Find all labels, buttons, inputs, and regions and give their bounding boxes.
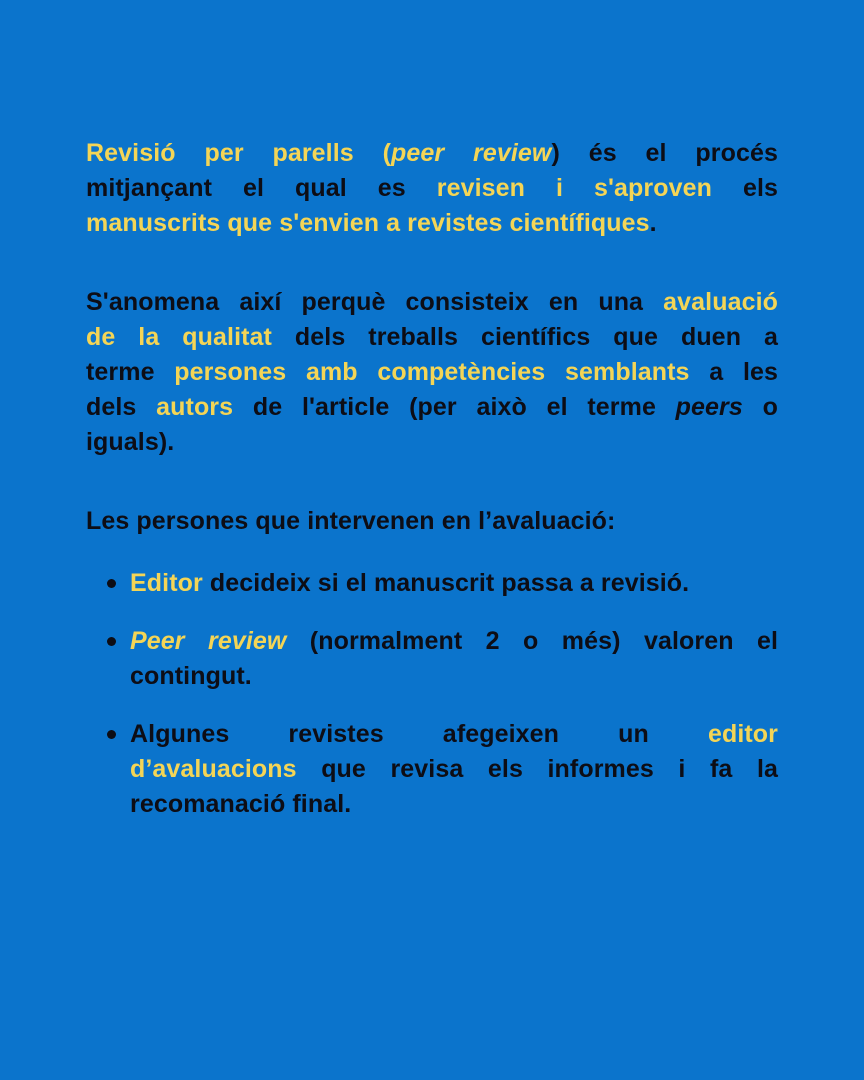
highlight-run: revisen i s'aproven [436, 174, 712, 202]
highlight-run: manuscrits que s'envien a revistes científiques [86, 209, 650, 237]
text-line [86, 390, 778, 425]
slide-content [86, 136, 778, 822]
text-run: contingut. [130, 662, 252, 690]
text-line [130, 752, 778, 787]
participants-list [86, 566, 778, 822]
highlight-run: editor [707, 720, 778, 748]
text-line [86, 136, 778, 171]
text-run: o [742, 393, 778, 421]
text-run: a les [689, 358, 778, 386]
text-run: recomanació final. [130, 790, 352, 818]
text-line [130, 659, 778, 694]
highlight-run: avaluació [663, 288, 778, 316]
bullet-dot [107, 579, 116, 588]
text-run: dels [86, 393, 157, 421]
text-run: ) és el procés [551, 139, 779, 167]
text-run: decideix si el manuscrit passa a revisió. [202, 569, 690, 597]
text-line [130, 787, 778, 822]
list-item-editor [86, 566, 778, 601]
highlight-run: d’avaluacions [130, 755, 297, 783]
list-item-review-editor [86, 717, 778, 822]
text-run: terme [86, 358, 175, 386]
text-run: Algunes revistes afegeixen un [130, 720, 708, 748]
text-line [130, 624, 778, 659]
text-run: S'anomena així perquè consisteix en una [86, 288, 664, 316]
text-run: . [649, 209, 657, 237]
text-line [86, 425, 778, 460]
text-run: iguals). [86, 428, 175, 456]
highlight-italic-run: peer review [391, 139, 552, 167]
paragraph-peer-review-definition [86, 136, 778, 241]
highlight-run: Editor [130, 569, 203, 597]
text-line [130, 566, 778, 601]
paragraph-quality-evaluation [86, 285, 778, 460]
text-run: dels treballs científics que duen a [272, 323, 778, 351]
section-heading: Les persones que intervenen en l’avaluació: [86, 507, 616, 535]
highlight-run: Revisió per parells ( [86, 139, 392, 167]
text-line [86, 171, 778, 206]
highlight-run: persones amb competències semblants [174, 358, 690, 386]
text-line [130, 717, 778, 752]
bullet-dot [107, 730, 116, 739]
text-run: que revisa els informes i fa la [296, 755, 778, 783]
text-line [86, 285, 778, 320]
italic-run: peers [675, 393, 743, 421]
list-item-peer-review [86, 624, 778, 694]
text-line [86, 206, 778, 241]
bullet-dot [107, 637, 116, 646]
highlight-italic-run: Peer review [130, 627, 287, 655]
text-run: mitjançant el qual es [86, 174, 437, 202]
text-run: els [711, 174, 779, 202]
highlight-run: autors [156, 393, 234, 421]
text-line [86, 320, 778, 355]
highlight-run: de la qualitat [86, 323, 272, 351]
text-run: (normalment 2 o més) valoren el [286, 627, 778, 655]
text-run: de l'article (per això el terme [233, 393, 676, 421]
text-line [86, 355, 778, 390]
